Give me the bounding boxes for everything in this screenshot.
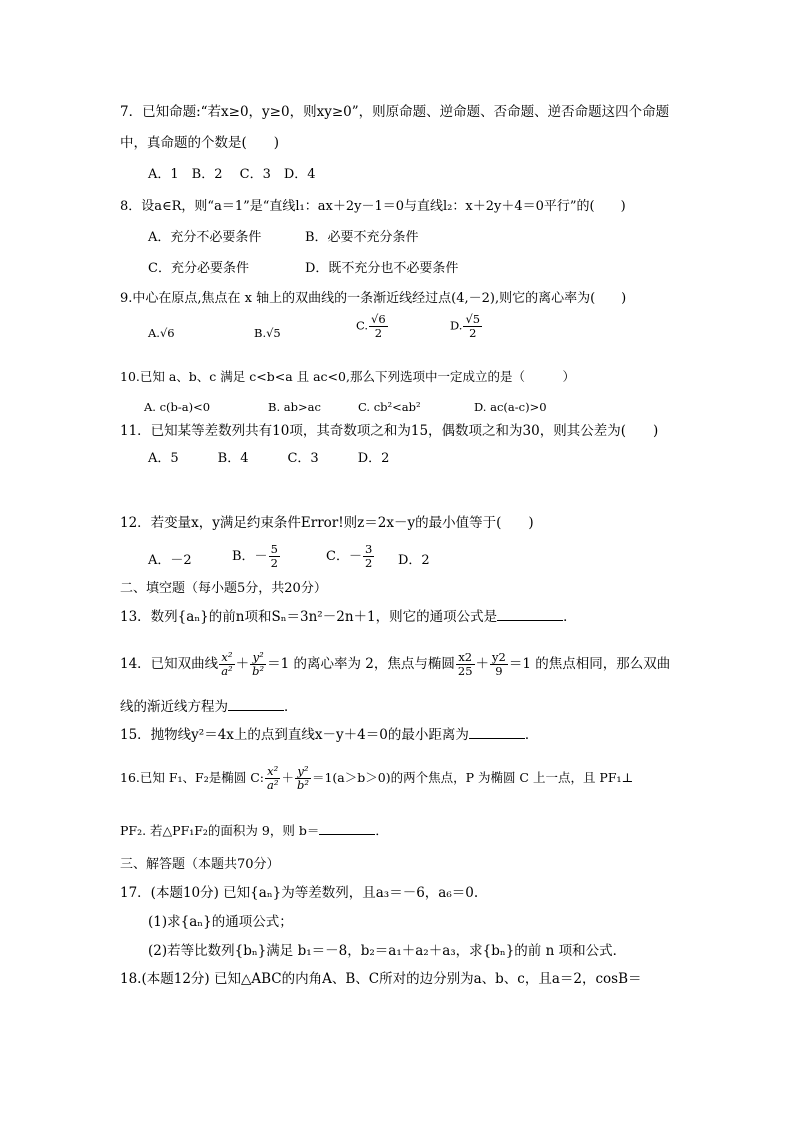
- q8-option-c: C．充分必要条件: [148, 261, 249, 276]
- q16-fraction-y2-b2: [295, 765, 311, 792]
- q14-fraction-y2-b2: [250, 651, 266, 678]
- q12-option-c-numerator: 3: [364, 542, 373, 556]
- section-fill-in-heading: 二、填空题（每小题5分，共20分）: [120, 581, 327, 596]
- q16-f2-denominator: b²: [296, 778, 309, 792]
- q16-plus: ＋: [281, 770, 294, 785]
- q7-line2: 中，真命题的个数是( ): [120, 135, 280, 151]
- q14-middle: ＝1 的离心率为 2，焦点与椭圆: [267, 656, 455, 672]
- q9-option-d-numerator: √5: [465, 312, 481, 326]
- q17-part2: (2)若等比数列{bₙ}满足 b₁＝－8，b₂＝a₁＋a₂＋a₃，求{bₙ}的前 n 项和公式．: [148, 943, 627, 959]
- q12-option-b-numerator: 5: [270, 542, 278, 556]
- q14-answer-blank[interactable]: [228, 698, 284, 711]
- q9-option-d-fraction: [463, 313, 482, 340]
- q16-suffix: ＝1(a＞b＞0)的两个焦点，P 为椭圆 C 上一点，且 PF₁⊥: [311, 770, 634, 785]
- q14-plus-2: ＋: [475, 656, 490, 672]
- q14-fraction-x2-25: [456, 651, 475, 678]
- q12-option-a: A．－2: [148, 553, 192, 568]
- q14-line2-text: 线的渐近线方程为: [120, 699, 228, 715]
- q14-f3-denominator: 25: [457, 664, 473, 678]
- q16-f1-numerator: x²: [265, 765, 280, 779]
- q14-plus: ＋: [235, 656, 250, 672]
- q16-prefix: 16.已知 F₁、F₂是椭圆 C:: [120, 770, 264, 785]
- q16-f1-denominator: a²: [266, 778, 279, 792]
- q17-line1: 17．(本题10分) 已知{aₙ}为等差数列，且a₃＝－6，a₆＝0.: [120, 885, 479, 901]
- q14-prefix: 14．已知双曲线: [120, 656, 219, 672]
- q10-line1: 10.已知 a、b、c 满足 c<b<a 且 ac<0,那么下列选项中一定成立的是（ ）: [120, 369, 575, 384]
- q14-f1-denominator: a²: [221, 664, 233, 678]
- q9-option-c-label: C.: [356, 318, 369, 333]
- q12-option-b-label: B．－: [232, 549, 268, 564]
- q14-f2-denominator: b²: [252, 664, 265, 678]
- q14-suffix: ＝1 的焦点相同，那么双曲: [508, 656, 671, 672]
- q14-f1-numerator: x²: [219, 651, 234, 665]
- q16-f2-numerator: y²: [295, 765, 311, 779]
- q14-f3-numerator: x2: [456, 651, 475, 665]
- q12-option-c-label: C．－: [326, 549, 362, 564]
- q9-option-c-denominator: 2: [374, 326, 383, 340]
- q8-line1: 8．设a∈R，则“a＝1”是“直线l₁：ax＋2y－1＝0与直线l₂：x＋2y＋4＝0平行”的( ): [120, 199, 626, 214]
- q9-option-b: B.√5: [254, 326, 281, 340]
- q16-answer-blank[interactable]: [319, 822, 375, 835]
- q13-text: 13．数列{aₙ}的前n项和Sₙ＝3n²－2n＋1，则它的通项公式是: [120, 609, 498, 625]
- q16-line2: PF₂. 若△PF₁F₂的面积为 9，则 b＝ ．: [120, 823, 388, 838]
- q13-line: 13．数列{aₙ}的前n项和Sₙ＝3n²－2n＋1，则它的通项公式是 ．: [120, 609, 577, 625]
- q8-option-b: B．必要不充分条件: [305, 230, 419, 245]
- q11-options: A．5 B．4 C．3 D．2: [148, 451, 390, 466]
- q12-option-b-denominator: 2: [270, 556, 278, 570]
- q10-option-a: A. c(b-a)<0: [144, 400, 211, 414]
- q14-fraction-x2-a2: [219, 651, 234, 678]
- q7-options: A．1 B．2 C．3 D．4: [148, 167, 316, 182]
- q9-line1: 9.中心在原点,焦点在 x 轴上的双曲线的一条渐近线经过点(4,－2),则它的离心率为( ): [120, 291, 627, 306]
- q15-text: 15．抛物线y²＝4x上的点到直线x－y＋4＝0的最小距离为: [120, 727, 469, 743]
- q10-option-d: D. ac(a-c)>0: [474, 400, 547, 414]
- q18-line1: 18.(本题12分) 已知△ABC的内角A、B、C所对的边分别为a、b、c，且a＝2，cosB＝: [120, 971, 642, 987]
- q14-line2: 线的渐近线方程为 ．: [120, 699, 298, 715]
- q9-option-a: A.√6: [148, 326, 175, 340]
- q7-line1: 7．已知命题:“若x≥0，y≥0，则xy≥0”，则原命题、逆命题、否命题、逆否命题这四个命题: [120, 104, 670, 120]
- section-answer-heading: 三、解答题（本题共70分）: [120, 857, 280, 872]
- q17-part1: (1)求{aₙ}的通项公式；: [148, 914, 293, 930]
- q16-line2-text: PF₂. 若△PF₁F₂的面积为 9，则 b＝: [120, 823, 320, 838]
- q12-option-c-fraction: [363, 543, 374, 570]
- q16-line1: [120, 756, 633, 800]
- q8-option-a: A．充分不必要条件: [148, 230, 262, 245]
- q14-fraction-y2-9: [490, 651, 508, 678]
- q15-answer-blank[interactable]: [469, 726, 525, 739]
- q14-f4-numerator: y2: [492, 650, 506, 664]
- q10-option-b: B. ab>ac: [268, 400, 321, 414]
- q13-answer-blank[interactable]: [497, 608, 563, 621]
- q8-option-d: D．既不充分也不必要条件: [305, 261, 459, 276]
- q9-option-c-fraction: [369, 313, 388, 340]
- q11-line1: 11．已知某等差数列共有10项，其奇数项之和为15，偶数项之和为30，则其公差为( ): [120, 423, 659, 439]
- q9-option-d-denominator: 2: [469, 326, 477, 340]
- q12-option-d: D．2: [398, 553, 430, 568]
- q12-option-b: [232, 543, 281, 570]
- q14-f4-denominator: 9: [495, 664, 503, 678]
- q14-f2-numerator: y²: [250, 651, 266, 665]
- q14-line1: [120, 642, 670, 686]
- q9-option-d: [450, 313, 483, 340]
- q9-option-c-numerator: √6: [371, 312, 386, 326]
- q9-option-c: [356, 313, 389, 340]
- q15-line: 15．抛物线y²＝4x上的点到直线x－y＋4＝0的最小距离为 ．: [120, 727, 539, 743]
- q12-option-c: [326, 543, 375, 570]
- q9-option-d-label: D.: [450, 318, 463, 333]
- q12-option-b-fraction: [269, 543, 280, 570]
- q12-option-c-denominator: 2: [364, 556, 373, 570]
- q12-line1: 12．若变量x，y满足约束条件Error!则z＝2x－y的最小值等于( ): [120, 515, 534, 531]
- q16-fraction-x2-a2: [265, 765, 280, 792]
- q10-option-c: C. cb²<ab²: [358, 400, 421, 414]
